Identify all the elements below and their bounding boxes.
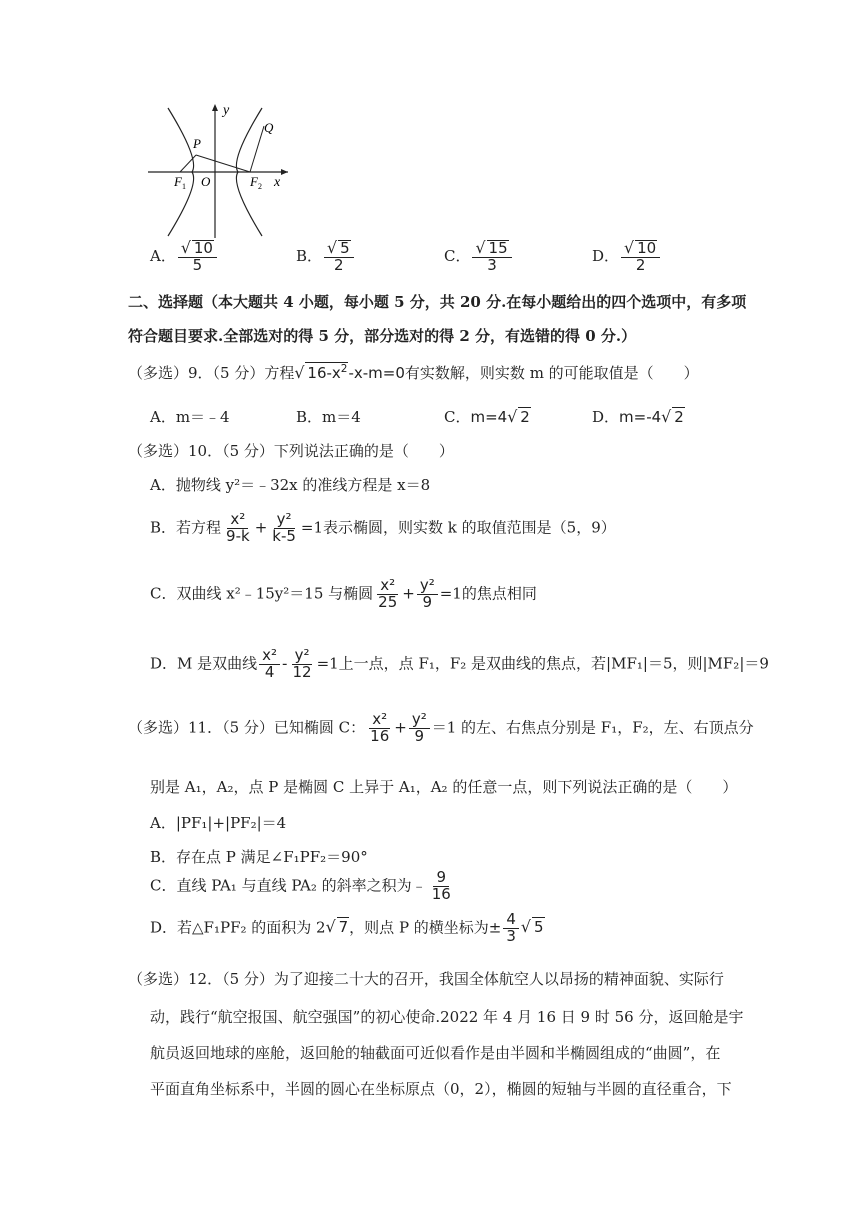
- q12-line-1: （多选）12．（5 分）为了迎接二十大的召开，我国全体航空人以昂扬的精神面貌、实际行: [128, 970, 724, 988]
- numerator: 9: [433, 870, 449, 887]
- label-F1: F: [174, 174, 182, 189]
- section-header-line-1: 二、选择题（本大题共 4 小题，每小题 5 分，共 20 分.在每小题给出的四个选项中，有多项: [128, 293, 747, 311]
- option-label: C．: [444, 408, 471, 426]
- q9-option-b: B．m＝4: [296, 408, 361, 426]
- q8-option-a: A． $\frac{√ 10}{5}$: [150, 240, 219, 274]
- q8-option-d: D． $\frac{√ 10}{2}$: [592, 240, 662, 274]
- text: B．若方程: [150, 518, 222, 537]
- hyperbola-figure: [140, 100, 300, 240]
- q10-stem: （多选）10．（5 分）下列说法正确的是（ ）: [128, 442, 454, 460]
- label-Q: Q: [264, 120, 274, 135]
- segment-PF2: [196, 155, 250, 172]
- denominator: 25: [378, 592, 398, 611]
- text: =1的焦点相同: [439, 584, 537, 603]
- denominator: 2: [635, 255, 646, 274]
- text: ，则点 P 的横坐标为±: [349, 918, 502, 937]
- label-x: x: [274, 175, 281, 190]
- numerator: x²: [259, 648, 280, 665]
- radicand: 2: [674, 408, 684, 426]
- numerator: y²: [417, 578, 438, 595]
- denominator: 9: [422, 592, 433, 611]
- denominator: 3: [506, 926, 516, 945]
- label-P: P: [193, 136, 201, 151]
- q11-option-c: [150, 870, 456, 903]
- denominator: 16: [370, 726, 390, 745]
- expression: m=-4: [619, 408, 662, 426]
- radicand: 5: [533, 918, 544, 937]
- q12-line-3: 航员返回地球的座舱，返回舱的轴截面可近似看作是由半圆和半椭圆组成的“曲圆”，在: [150, 1044, 721, 1062]
- numerator: x²: [369, 712, 390, 729]
- denominator: 16: [431, 884, 451, 903]
- numerator: x²: [227, 512, 248, 529]
- q11-option-b: B．存在点 P 满足∠F₁PF₂＝90°: [150, 848, 368, 866]
- numerator: y²: [409, 712, 430, 729]
- expression: m=4: [470, 408, 508, 426]
- label-F1-sub: 1: [182, 182, 186, 191]
- x-axis-arrow: [281, 169, 288, 175]
- denominator: 2: [334, 255, 344, 274]
- label-O: O: [201, 174, 211, 189]
- option-label: A．: [150, 246, 176, 265]
- y-axis-arrow: [212, 104, 218, 111]
- denominator: 9-k: [226, 526, 250, 545]
- q12-line-2: 动，践行“航空报国、航空强国”的初心使命.2022 年 4 月 16 日 9 时 56 分，返回舱是宇: [150, 1008, 744, 1026]
- numerator: 5: [340, 239, 350, 257]
- radicand: 16-x: [307, 364, 341, 382]
- radicand: 2: [520, 408, 530, 426]
- option-label: B．: [296, 246, 323, 265]
- text: =1表示椭圆，则实数 k 的取值范围是（5，9）: [300, 518, 616, 537]
- text: C．双曲线 x²﹣15y²＝15 与椭圆: [150, 584, 374, 603]
- q8-option-c: C． $\frac{√ 15}{3}$: [444, 240, 514, 274]
- q11-option-d: D．若△F₁PF₂ 的面积为 2√ 7，则点 P 的横坐标为± $\frac{4}{3}$ √ 5: [150, 910, 544, 945]
- q12-line-4: 平面直角坐标系中，半圆的圆心在坐标原点（0，2），椭圆的短轴与半圆的直径重合，下: [150, 1080, 732, 1098]
- q9-option-c: C．m=4√ 2: [444, 407, 530, 426]
- segment-F2Q: [250, 126, 264, 172]
- denominator: 12: [292, 662, 312, 681]
- q11-option-a: A．|PF₁|+|PF₂|＝4: [150, 814, 287, 832]
- label-F2: F: [250, 174, 258, 189]
- q9-suffix: 有实数解，则实数 m 的可能取值是（ ）: [404, 364, 699, 382]
- numerator: y²: [274, 512, 295, 529]
- exponent: 2: [340, 363, 348, 375]
- numerator: 10: [637, 239, 657, 257]
- q9-prefix: （多选）9．（5 分）方程: [128, 364, 295, 382]
- numerator: 15: [488, 239, 508, 257]
- text: D．若△F₁PF₂ 的面积为 2: [150, 918, 326, 937]
- text: C．直线 PA₁ 与直线 PA₂ 的斜率之积为﹣: [150, 876, 427, 895]
- option-label: D．: [592, 246, 620, 265]
- numerator: 4: [503, 912, 519, 929]
- q9-option-a: A．m＝﹣4: [150, 408, 230, 426]
- q11-stem-line-1: （多选）11．（5 分）已知椭圆 C： $\frac{\text{x²}}{16}$ + $\frac{\text{y²}}{9}$ ＝1 的左、右焦点分别是 F₁，F₂，左、右顶点分: [128, 710, 754, 745]
- denominator: 5: [192, 255, 203, 274]
- q9-option-d: D．m=-4√ 2: [592, 407, 684, 426]
- q10-option-a: A．抛物线 y²＝﹣32x 的准线方程是 x＝8: [150, 476, 431, 494]
- numerator: 10: [193, 239, 213, 257]
- text: D．M 是双曲线: [150, 654, 258, 673]
- q11-stem-line-2: 别是 A₁，A₂，点 P 是椭圆 C 上异于 A₁，A₂ 的任意一点，则下列说法正确的是（ ）: [150, 778, 738, 796]
- denominator: 4: [264, 662, 275, 681]
- q8-option-b: B． $\frac{√ 5}{2}$: [296, 240, 356, 274]
- q10-option-d: D．M 是双曲线 $\frac{\text{x²}}{4}$ - $\frac{\text{y²}}{12}$ =1上一点，点 F₁，F₂ 是双曲线的焦点，若|MF₁|＝5，则|MF₂|＝9: [150, 646, 769, 681]
- option-label: C．: [444, 246, 471, 265]
- q9-equation-rest: -x-m=0: [348, 364, 405, 382]
- option-label: D．: [592, 408, 620, 426]
- text: =1上一点，点 F₁，F₂ 是双曲线的焦点，若|MF₁|＝5，则|MF₂|＝9: [316, 654, 769, 673]
- label-F2-sub: 2: [258, 182, 262, 191]
- denominator: 3: [487, 255, 497, 274]
- q10-option-b: B．若方程 $\frac{\text{x²}}{9-k}$ + $\frac{\text{y²}}{k-5}$ =1表示椭圆，则实数 k 的取值范围是（5，9）: [150, 510, 616, 545]
- text: （多选）11．（5 分）已知椭圆 C：: [128, 718, 366, 737]
- numerator: x²: [377, 578, 398, 595]
- label-y: y: [223, 103, 230, 118]
- radicand: 7: [338, 918, 349, 937]
- text: ＝1 的左、右焦点分别是 F₁，F₂，左、右顶点分: [431, 718, 754, 737]
- denominator: k-5: [272, 526, 296, 545]
- denominator: 9: [414, 726, 425, 745]
- q10-option-c: C．双曲线 x²﹣15y²＝15 与椭圆 $\frac{\text{x²}}{25}$ + $\frac{\text{y²}}{9}$ =1的焦点相同: [150, 576, 537, 611]
- q9-stem: （多选）9．（5 分）方程√ $16-x^2-x-m=0$有实数解，则实数 m 的可能取值是（ ）: [128, 363, 699, 382]
- numerator: y²: [292, 648, 313, 665]
- section-header-line-2: 符合题目要求.全部选对的得 5 分，部分选对的得 2 分，有选错的得 0 分.）: [128, 327, 637, 345]
